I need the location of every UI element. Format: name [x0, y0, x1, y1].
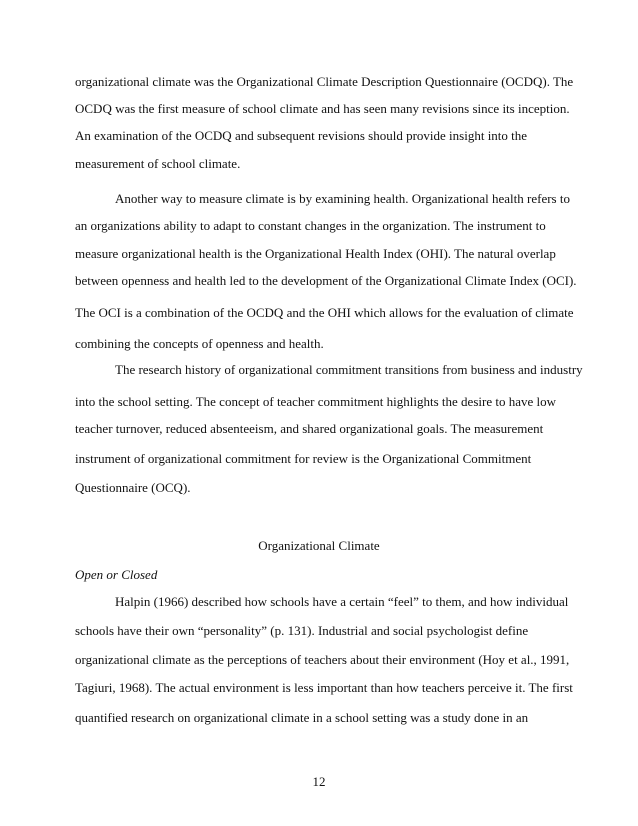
section-heading: Organizational Climate: [258, 538, 380, 553]
paragraph-1-line-1: organizational climate was the Organizational Climate Description Questionnaire (OCDQ). The: [75, 74, 574, 89]
paragraph-4-line-2: schools have their own “personality” (p. 131). Industrial and social psychologist define: [75, 623, 529, 638]
subsection-heading: Open or Closed: [75, 567, 158, 582]
paragraph-1-line-2: OCDQ was the first measure of school climate and has seen many revisions since its inception.: [75, 101, 570, 116]
paragraph-2-line-6: combining the concepts of openness and health.: [75, 336, 324, 351]
paragraph-3-line-2: into the school setting. The concept of teacher commitment highlights the desire to have low: [75, 394, 556, 409]
paragraph-4-line-1: Halpin (1966) described how schools have a certain “feel” to them, and how individual: [115, 594, 569, 609]
paragraph-4-line-5: quantified research on organizational climate in a school setting was a study done in an: [75, 710, 529, 725]
paragraph-1-line-3: An examination of the OCDQ and subsequent revisions should provide insight into the: [75, 128, 528, 143]
paragraph-3-line-3: teacher turnover, reduced absenteeism, and shared organizational goals. The measurement: [75, 421, 544, 436]
paragraph-2-line-3: measure organizational health is the Organizational Health Index (OHI). The natural overlap: [75, 246, 556, 261]
paragraph-1-line-4: measurement of school climate.: [75, 156, 241, 171]
paragraph-3-line-1: The research history of organizational commitment transitions from business and industry: [115, 362, 583, 377]
paragraph-2-line-5: The OCI is a combination of the OCDQ and the OHI which allows for the evaluation of climate: [75, 305, 574, 320]
page-number: 12: [312, 774, 326, 789]
paragraph-2-line-2: an organizations ability to adapt to constant changes in the organization. The instrument to: [75, 218, 546, 233]
paragraph-2-line-1: Another way to measure climate is by examining health. Organizational health refers to: [115, 191, 570, 206]
paragraph-4-line-3: organizational climate as the perceptions of teachers about their environment (Hoy et al., 1991,: [75, 652, 570, 667]
paragraph-2-line-4: between openness and health led to the development of the Organizational Climate Index (OCI).: [75, 273, 577, 288]
paragraph-3-line-5: Questionnaire (OCQ).: [75, 480, 191, 495]
paragraph-3-line-4: instrument of organizational commitment for review is the Organizational Commitment: [75, 451, 532, 466]
paragraph-4-line-4: Tagiuri, 1968). The actual environment is less important than how teachers perceive it. The first: [75, 680, 573, 695]
